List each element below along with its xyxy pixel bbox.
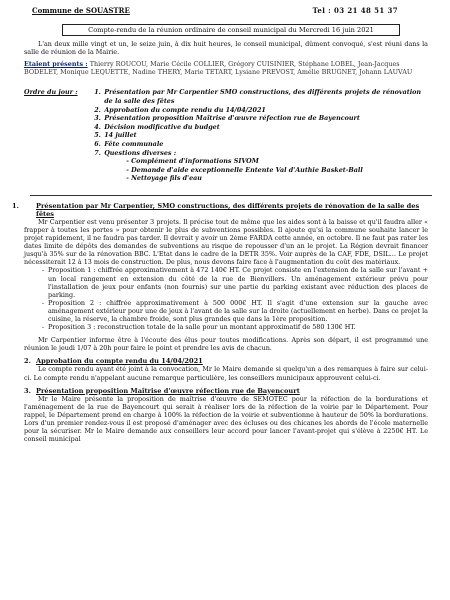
agenda-item: 2. Approbation du compte rendu du 14/04/2021 — [94, 105, 266, 114]
agenda-subitem: - Demande d'aide exceptionnelle Entente Val d'Authie Basket-Ball — [126, 165, 363, 174]
proposal-2: - Proposition 2 : chiffrée approximativement à 500 000€ HT. Il s'agit d'une extension sur la gauche avec aménagement extérieur pour une de jeux à l'avant de la salle sur la droite (actuellement en herbe). Dans ce projet la cuisine, la réserve, la chambre froide, sont plus grandes que dans la 1ère proposition. — [41, 298, 428, 324]
agenda-label: Ordre du jour : — [24, 88, 78, 97]
agenda-item: 1. Présentation par Mr Carpentier SMO constructions, des différents projets de rénovation de la salle des fêtes — [94, 88, 422, 105]
section-divider — [30, 195, 432, 196]
proposal-3: - Proposition 3 : reconstruction totale de la salle pour un montant approximatif de 580 130€ HT. — [41, 323, 356, 332]
section-1-paragraph: Mr Carpentier est venu présenter 3 projets. Il précise tout de même que les aides sont à la baisse et qu'il faudra aller « frapper à toutes les portes » pour obtenir le plus de subventions possibles. Il ajoute qu'si la commune souhaite lancer le projet rapidement, il ne faudra pas tarder. Il devrait y avoir un 2ème FARDA cette année, en octobre. Il ne faut pas rater les dates limite de dépôts des demandes de subventions au risque de repousser d'un an le projet. La Région devrait financer jusqu'à 35% sur de la rénovation BBC. L'Etat dans le cadre de la DETR 35%. Voir auprès de la CAF, FDE, DSIL… Le projet nécessiterait 12 à 13 mois de construction. De plus, nous devons faire face à l'augmentation du coût des matériaux. — [24, 217, 428, 267]
document-title: Compte-rendu de la réunion ordinaire de conseil municipal du Mercredi 16 juin 2021 — [62, 24, 400, 36]
attendees-names: Thierry ROUCOU, Marie Cécile COLLIER, Grégory CUISINIER, Stéphane LOBEL, Jean-Jacques BODELET, Monique LEQUETTE, Nadine THERY, Marie TETART, Lysiane PREVOST, Amélie BRUGNET, Johann LAUVAU — [24, 60, 413, 77]
attendees-label: Etaient présents : — [24, 60, 88, 69]
commune-name: Commune de SOUASTRE — [32, 6, 130, 15]
agenda-list — [94, 88, 428, 157]
agenda — [24, 88, 428, 183]
section-3-paragraph: Mr le Maire présente la proposition de maîtrise d'œuvre de SEMOTEC pour la réfection de la bordurations et l'aménagement de la rue de Bayencourt qui serait à réaliser lors de la réfection de la voirie par le Département. Pour rappel, le Département prend en charge à 100% la réfection de la voirie et subventionne à hauteur de 50% la bordurations. Lors d'un premier rendez-vous il est proposé d'aménager avec des écluses ou des chicanes les abords de l'école maternelle pour la sécuriser. Mr le Maire demande aux conseillers leur accord pour lancer l'avant-projet qui s'élève à 2250€ HT. Le conseil municipal — [24, 394, 428, 444]
proposal-1: - Proposition 1 : chiffrée approximativement à 472 140€ HT. Ce projet consiste en l'extension de la salle sur l'avant + un local rangement en extension du côté de la rue de Bienvillers. Un aménagement extérieur prévu pour l'installation de jeux pour enfants (non fournis) sur une partie du parking existant avec réduction des places de parking. — [41, 266, 428, 299]
section-1-conclusion: Mr Carpentier informe être à l'écoute des élus pour toutes modifications. Après son départ, il est programmé une réunion le jeudi 1/07 à 20h pour faire le point et prendre les avis de chacun. — [24, 336, 428, 353]
agenda-item: 5. 14 juillet — [94, 131, 137, 140]
intro-paragraph: L'an deux mille vingt et un, le seize juin, à dix huit heures, le conseil municipal, dûment convoqué, s'est réuni dans la salle de réunion de la Mairie. — [24, 40, 428, 57]
agenda-subitem: - Nettoyage fils d'eau — [126, 174, 202, 183]
section-1-title: 1. Présentation par Mr Carpentier, SMO constructions, des différents projets de rénovation de la salle des fêtes — [12, 201, 420, 218]
section-2-title: 2. Approbation du compte rendu du 14/04/2021 — [24, 357, 203, 366]
agenda-subitem: - Complément d'informations SIVOM — [126, 157, 259, 166]
agenda-item: 3. Présentation proposition Maîtrise d'œuvre réfection rue de Bayencourt — [94, 114, 360, 123]
agenda-item: 7. Questions diverses : — [94, 148, 177, 157]
agenda-item: 6. Fête communale — [94, 139, 164, 148]
letterhead — [32, 6, 398, 15]
agenda-item: 4. Décision modificative du budget — [94, 122, 220, 131]
section-3-title: 3. Présentation proposition Maîtrise d'œuvre réfection rue de Bayencourt — [24, 386, 300, 395]
attendees — [24, 60, 428, 76]
phone-number: Tel : 03 21 48 51 37 — [312, 6, 398, 15]
section-2-paragraph: Le compte rendu ayant été joint à la convocation, Mr le Maire demande si quelqu'un a des remarques à faire sur celui-ci. Le compte rendu n'appelant aucune remarque particulière, les conseillers municipaux approuvent celui-ci. — [24, 365, 428, 382]
